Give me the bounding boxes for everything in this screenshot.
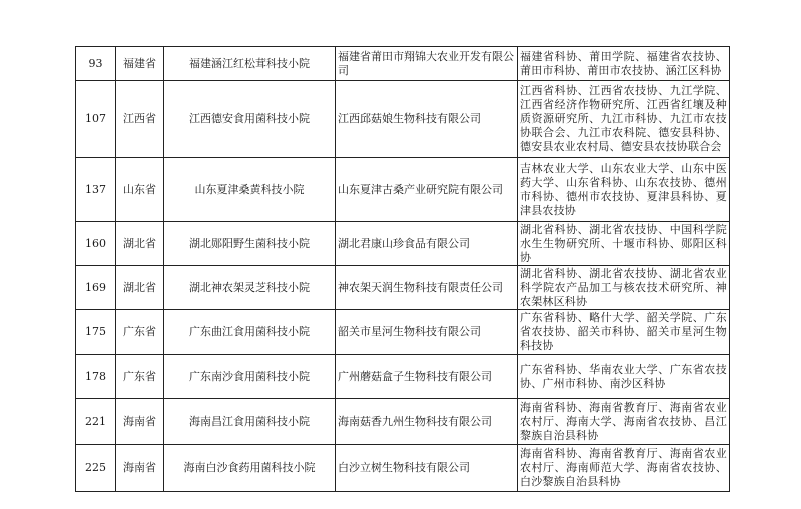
row-host-organization: 白沙立树生物科技有限公司 [336,445,518,492]
row-supporting-units: 海南省科协、海南省教育厅、海南省农业农村厅、海南师范大学、海南省农技协、白沙黎族自治县科协 [518,445,730,492]
table-row [76,158,730,222]
row-host-organization: 江西邱菇娘生物科技有限公司 [336,81,518,158]
row-host-organization: 福建省莆田市翔锦大农业开发有限公司 [336,47,518,81]
row-number: 178 [76,355,116,399]
row-province: 湖北省 [116,222,164,266]
row-supporting-units: 海南省科协、海南省教育厅、海南省农业农村厅、海南大学、海南省农技协、昌江黎族自治县科协 [518,399,730,445]
table-row [76,47,730,81]
row-courtyard-name: 海南白沙食药用菌科技小院 [164,445,336,492]
row-supporting-units: 江西省科协、江西省农技协、九江学院、江西省经济作物研究所、江西省红壤及种质资源研究所、九江市科协、九江市农技协联合会、九江市农科院、德安县科协、德安县农业农村局、德安县农技协联合会 [518,81,730,158]
row-supporting-units: 湖北省科协、湖北省农技协、中国科学院水生生物研究所、十堰市科协、郧阳区科协 [518,222,730,266]
row-host-organization: 韶关市星河生物科技有限公司 [336,310,518,355]
row-host-organization: 湖北君康山珍食品有限公司 [336,222,518,266]
row-supporting-units: 湖北省科协、湖北省农技协、湖北省农业科学院农产品加工与核农技术研究所、神农架林区科协 [518,266,730,310]
row-number: 137 [76,158,116,222]
table-row [76,81,730,158]
row-supporting-units: 广东省科协、略什大学、韶关学院、广东省农技协、韶关市科协、韶关市星河生物科技协 [518,310,730,355]
row-number: 93 [76,47,116,81]
row-host-organization: 神农架天润生物科技有限责任公司 [336,266,518,310]
row-province: 广东省 [116,310,164,355]
row-host-organization: 广州蘑菇盒子生物科技有限公司 [336,355,518,399]
row-number: 221 [76,399,116,445]
row-province: 福建省 [116,47,164,81]
table-row [76,310,730,355]
row-courtyard-name: 山东夏津桑黄科技小院 [164,158,336,222]
row-number: 169 [76,266,116,310]
row-province: 湖北省 [116,266,164,310]
row-courtyard-name: 海南昌江食用菌科技小院 [164,399,336,445]
row-courtyard-name: 湖北神农架灵芝科技小院 [164,266,336,310]
row-number: 225 [76,445,116,492]
row-supporting-units: 吉林农业大学、山东农业大学、山东中医药大学、山东省科协、山东农技协、德州市科协、德州市农技协、夏津县科协、夏津县农技协 [518,158,730,222]
row-courtyard-name: 福建涵江红松茸科技小院 [164,47,336,81]
row-courtyard-name: 江西德安食用菌科技小院 [164,81,336,158]
row-courtyard-name: 广东曲江食用菌科技小院 [164,310,336,355]
row-number: 160 [76,222,116,266]
row-courtyard-name: 广东南沙食用菌科技小院 [164,355,336,399]
row-province: 海南省 [116,445,164,492]
row-supporting-units: 福建省科协、莆田学院、福建省农技协、莆田市科协、莆田市农技协、涵江区科协 [518,47,730,81]
row-province: 广东省 [116,355,164,399]
row-courtyard-name: 湖北郧阳野生菌科技小院 [164,222,336,266]
table-row [76,222,730,266]
row-number: 107 [76,81,116,158]
row-province: 海南省 [116,399,164,445]
row-supporting-units: 广东省科协、华南农业大学、广东省农技协、广州市科协、南沙区科协 [518,355,730,399]
table-row [76,445,730,492]
row-province: 江西省 [116,81,164,158]
table-row [76,355,730,399]
row-province: 山东省 [116,158,164,222]
row-host-organization: 山东夏津古桑产业研究院有限公司 [336,158,518,222]
table-row [76,266,730,310]
row-host-organization: 海南菇香九州生物科技有限公司 [336,399,518,445]
table-row [76,399,730,445]
tech-courtyard-table [75,46,730,492]
row-number: 175 [76,310,116,355]
